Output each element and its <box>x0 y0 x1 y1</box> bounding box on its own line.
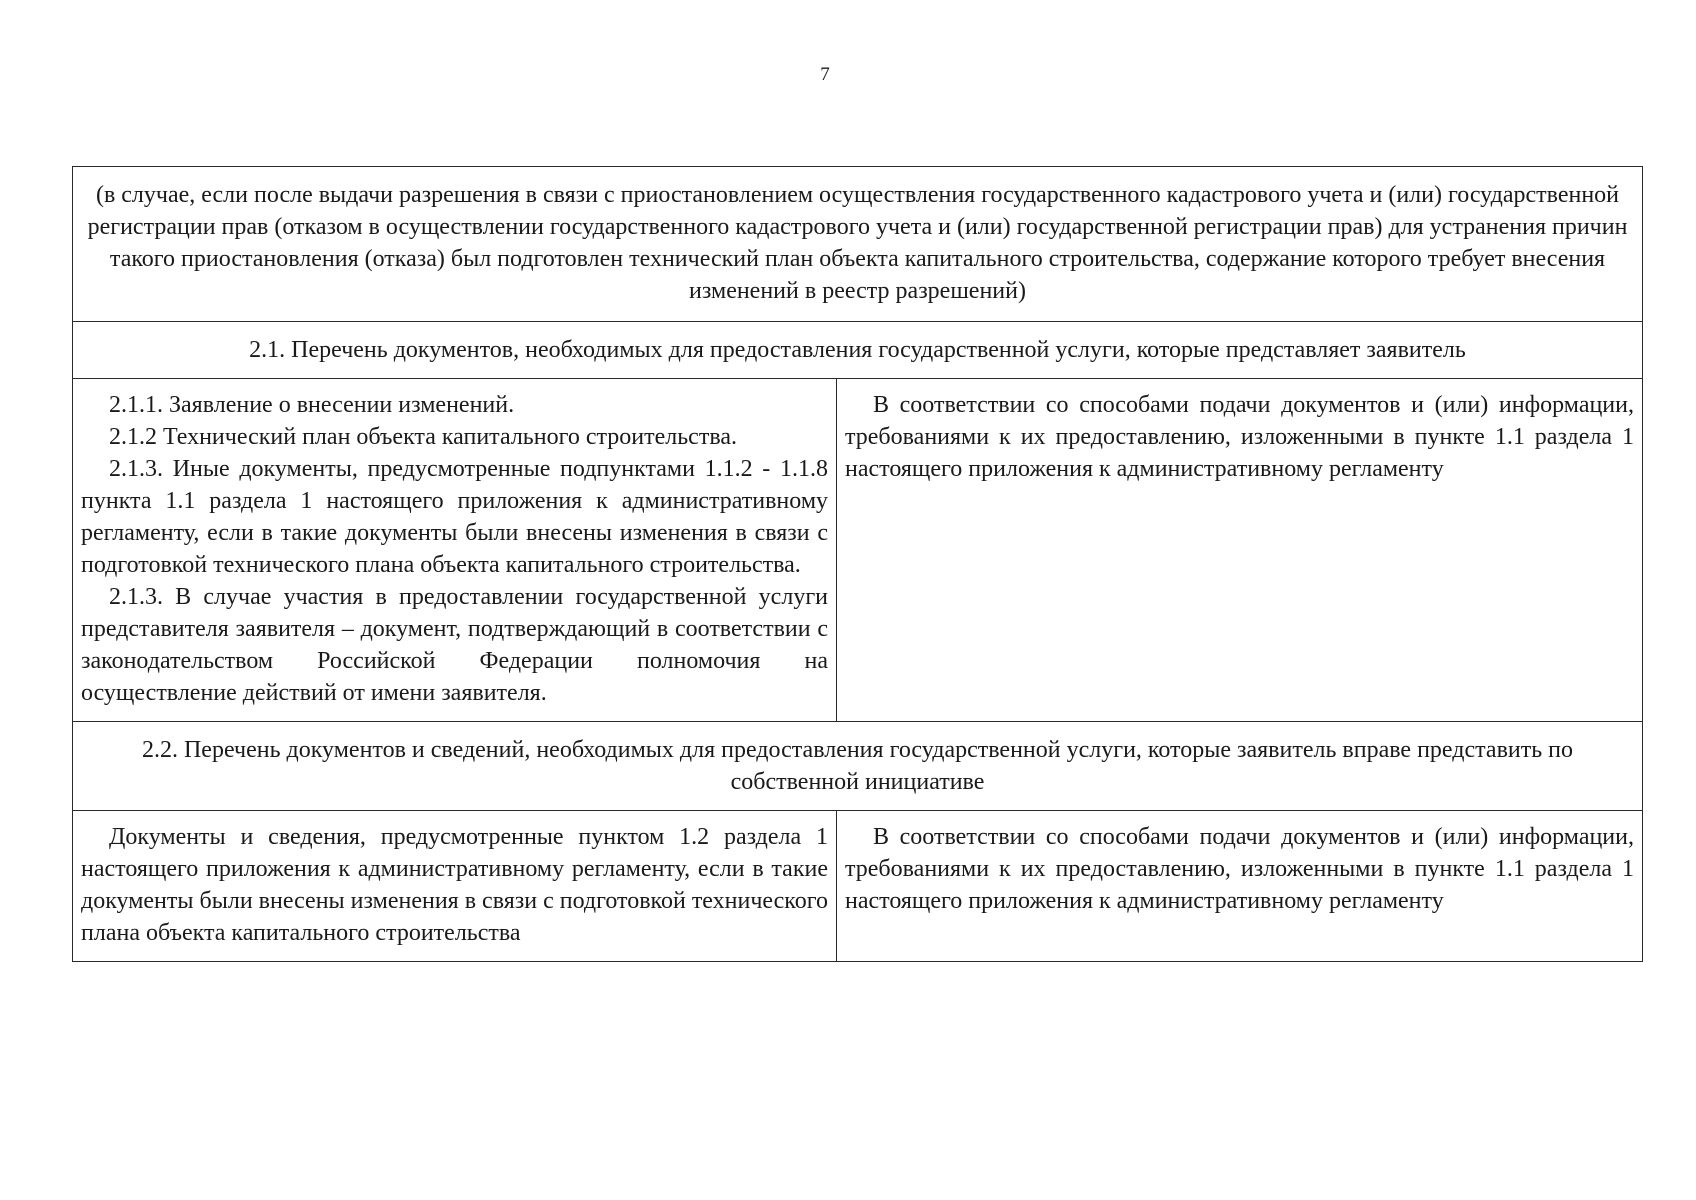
section-2-1-heading-row <box>73 322 1643 379</box>
submission-text: В соответствии со способами подачи документов и (или) информации, требованиями к их предоставлению, изложенными в пункте 1.1 раздела 1 настоящего приложения к административному регламенту <box>845 392 1634 482</box>
section-2-1-documents-cell <box>73 379 837 722</box>
intro-row <box>73 167 1643 322</box>
section-2-2-content-row <box>73 811 1643 962</box>
section-2-1-submission-cell <box>837 379 1643 722</box>
section-2-2-submission-cell <box>837 811 1643 962</box>
document-item: 2.1.3. В случае участия в предоставлении государственной услуги представителя заявителя – документ, подтверждающий в соответствии с законодательством Российской Федерации полномочия на осуществление действий от имени заявителя. <box>81 584 828 706</box>
submission-text: В соответствии со способами подачи документов и (или) информации, требованиями к их предоставлению, изложенными в пункте 1.1 раздела 1 настоящего приложения к административному регламенту <box>845 824 1634 914</box>
document-item: 2.1.3. Иные документы, предусмотренные подпунктами 1.1.2 - 1.1.8 пункта 1.1 раздела 1 настоящего приложения к административному регламенту, если в такие документы были внесены изменения в связи с подготовкой технического плана объекта капитального строительства. <box>81 456 828 578</box>
document-item: 2.1.1. Заявление о внесении изменений. <box>109 392 515 418</box>
section-2-1-heading: 2.1. Перечень документов, необходимых для предоставления государственной услуги, которые представляет заявитель <box>73 322 1643 379</box>
page-number: 7 <box>820 64 830 85</box>
section-2-1-content-row <box>73 379 1643 722</box>
intro-cell: (в случае, если после выдачи разрешения в связи с приостановлением осуществления государственного кадастрового учета и (или) государственной регистрации прав (отказом в осуществлении государственного кадастрового учета и (или) государственной регистрации прав) для устранения причин такого приостановления (отказа) был подготовлен технический план объекта капитального строительства, содержание которого требует внесения изменений в реестр разрешений) <box>73 167 1643 322</box>
section-2-2-heading-row <box>73 722 1643 811</box>
document-table <box>72 166 1643 962</box>
documents-text: Документы и сведения, предусмотренные пунктом 1.2 раздела 1 настоящего приложения к административному регламенту, если в такие документы были внесены изменения в связи с подготовкой технического плана объекта капитального строительства <box>81 824 828 946</box>
section-2-2-documents-cell <box>73 811 837 962</box>
section-2-2-heading: 2.2. Перечень документов и сведений, необходимых для предоставления государственной услуги, которые заявитель вправе представить по собственной инициативе <box>73 722 1643 811</box>
document-item: 2.1.2 Технический план объекта капитального строительства. <box>109 424 737 450</box>
